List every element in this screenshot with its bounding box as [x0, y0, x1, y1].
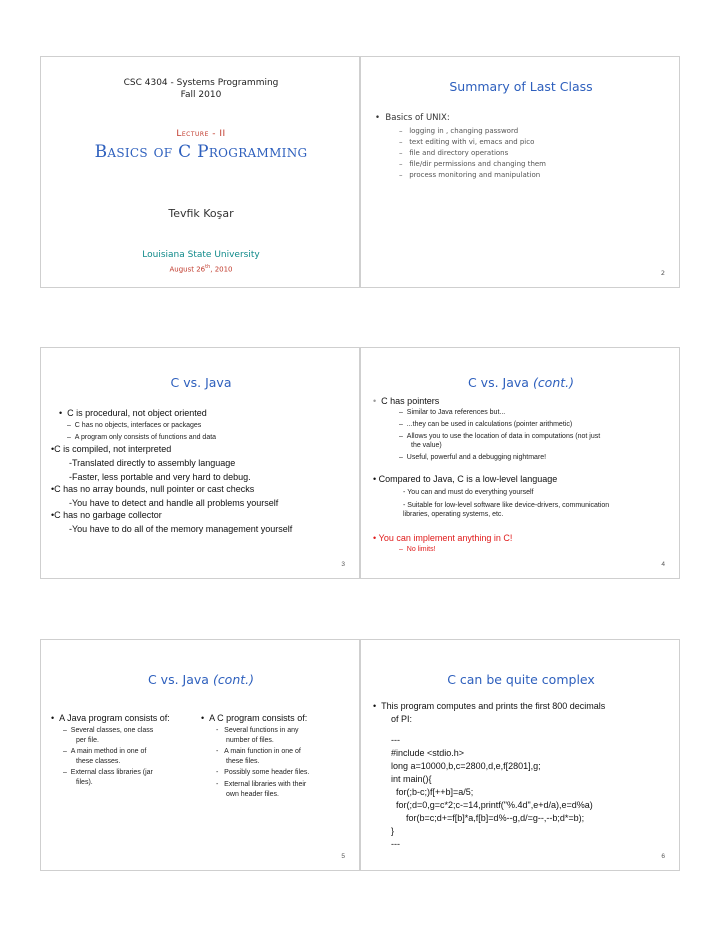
list-item: - Several functions in any [216, 727, 299, 734]
sub-bullet: – Similar to Java references but... [399, 409, 506, 416]
list-item: – Several classes, one class [63, 727, 154, 734]
slide-title: Basics of C Programming [94, 142, 308, 162]
code-line: long a=10000,b,c=2800,d,e,f[2801],g; [391, 761, 541, 771]
code-line: for(;b-c;)f[++b]=a/5; [391, 787, 474, 797]
sub-bullet-cont: libraries, operating systems, etc. [403, 511, 504, 518]
sub-bullet: -You have to do all of the memory management yourself [69, 524, 293, 534]
list-item: - A main function in one of [216, 748, 301, 755]
slide-6 [360, 639, 680, 871]
slide-number: 5 [341, 853, 345, 860]
list-item: – file/dir permissions and changing them [399, 160, 547, 168]
list-item: – text editing with vi, emacs and pico [399, 138, 535, 146]
slide-title: Summary of Last Class [449, 79, 593, 94]
slide-number: 6 [661, 853, 665, 860]
code-line: --- [391, 735, 400, 745]
sub-bullet: - Suitable for low-level software like device-drivers, communication [403, 502, 610, 509]
slide-1 [40, 56, 360, 288]
intro-cont: of PI: [391, 714, 413, 724]
slide-number: 3 [341, 561, 345, 568]
slide-title: C vs. Java (cont.) [467, 375, 575, 390]
lecture-date: August 26th, 2010 [169, 264, 233, 274]
slide-title: C can be quite complex [447, 672, 595, 687]
bullet: •C is compiled, not interpreted [51, 444, 172, 454]
intro-bullet: • This program computes and prints the first 800 decimals [373, 701, 606, 711]
slide-number: 4 [661, 561, 665, 568]
slide-5 [40, 639, 360, 871]
author-name: Tevfik Koşar [168, 207, 234, 220]
slide-3 [40, 347, 360, 579]
list-item: – A main method in one of [63, 748, 147, 755]
sub-bullet: – Allows you to use the location of data in computations (not just [399, 433, 601, 440]
course-name: CSC 4304 - Systems Programming [123, 78, 279, 88]
code-line: for(;d=0,g=c*2;c-=14,printf("%.4d",e+d/a),e=d%a) [391, 800, 593, 810]
bullet: • Basics of UNIX: [375, 113, 450, 123]
list-item: – logging in , changing password [399, 127, 519, 135]
bullet: • C has pointers [373, 396, 440, 406]
list-item: – External class libraries (jar [63, 769, 153, 776]
bullet: • Compared to Java, C is a low-level language [373, 474, 558, 484]
code-line: for(b=c;d+=f[b]*a,f[b]=d%--g,d/=g--,--b;d*=b); [391, 813, 585, 823]
sub-bullet: – A program only consists of functions and data [67, 434, 217, 441]
highlight-bullet: • You can implement anything in C! [373, 533, 513, 543]
sub-bullet-cont: the value) [411, 442, 442, 449]
code-line: int main(){ [391, 774, 432, 784]
slide-title: C vs. Java (cont.) [147, 672, 255, 687]
university: Louisiana State University [142, 250, 260, 260]
bullet: • C is procedural, not object oriented [59, 408, 207, 418]
c-heading: • A C program consists of: [201, 713, 308, 723]
list-item: - External libraries with their [216, 781, 307, 788]
list-item-cont: these files. [226, 758, 260, 765]
slide-title: C vs. Java [170, 375, 232, 390]
bullet: •C has no garbage collector [51, 510, 162, 520]
code-line: } [391, 826, 395, 836]
list-item-cont: per file. [76, 737, 99, 744]
list-item-cont: these classes. [76, 758, 121, 765]
sub-bullet: – C has no objects, interfaces or packages [67, 422, 202, 429]
sub-bullet: -Translated directly to assembly language [69, 458, 236, 468]
sub-bullet: – ...they can be used in calculations (pointer arithmetic) [399, 421, 573, 428]
sub-bullet: -Faster, less portable and very hard to debug. [69, 472, 251, 482]
lecture-label: Lecture - II [176, 129, 226, 139]
list-item-cont: files). [76, 779, 93, 786]
slide-4 [360, 347, 680, 579]
sub-bullet: - You can and must do everything yourself [403, 489, 534, 496]
sub-bullet: – No limits! [399, 546, 436, 553]
list-item: – process monitoring and manipulation [399, 171, 541, 179]
slide-number: 2 [660, 269, 665, 277]
slide-2 [360, 56, 680, 288]
list-item-cont: number of files. [226, 737, 274, 744]
sub-bullet: – Useful, powerful and a debugging nightmare! [399, 454, 547, 461]
list-item: - Possibly some header files. [216, 769, 310, 776]
bullet: •C has no array bounds, null pointer or cast checks [51, 484, 255, 494]
code-line: --- [391, 839, 400, 849]
sub-bullet: -You have to detect and handle all problems yourself [69, 498, 279, 508]
list-item-cont: own header files. [226, 791, 279, 798]
list-item: – file and directory operations [399, 149, 509, 157]
course-term: Fall 2010 [180, 90, 222, 100]
java-heading: • A Java program consists of: [51, 713, 170, 723]
code-line: #include <stdio.h> [391, 748, 465, 758]
